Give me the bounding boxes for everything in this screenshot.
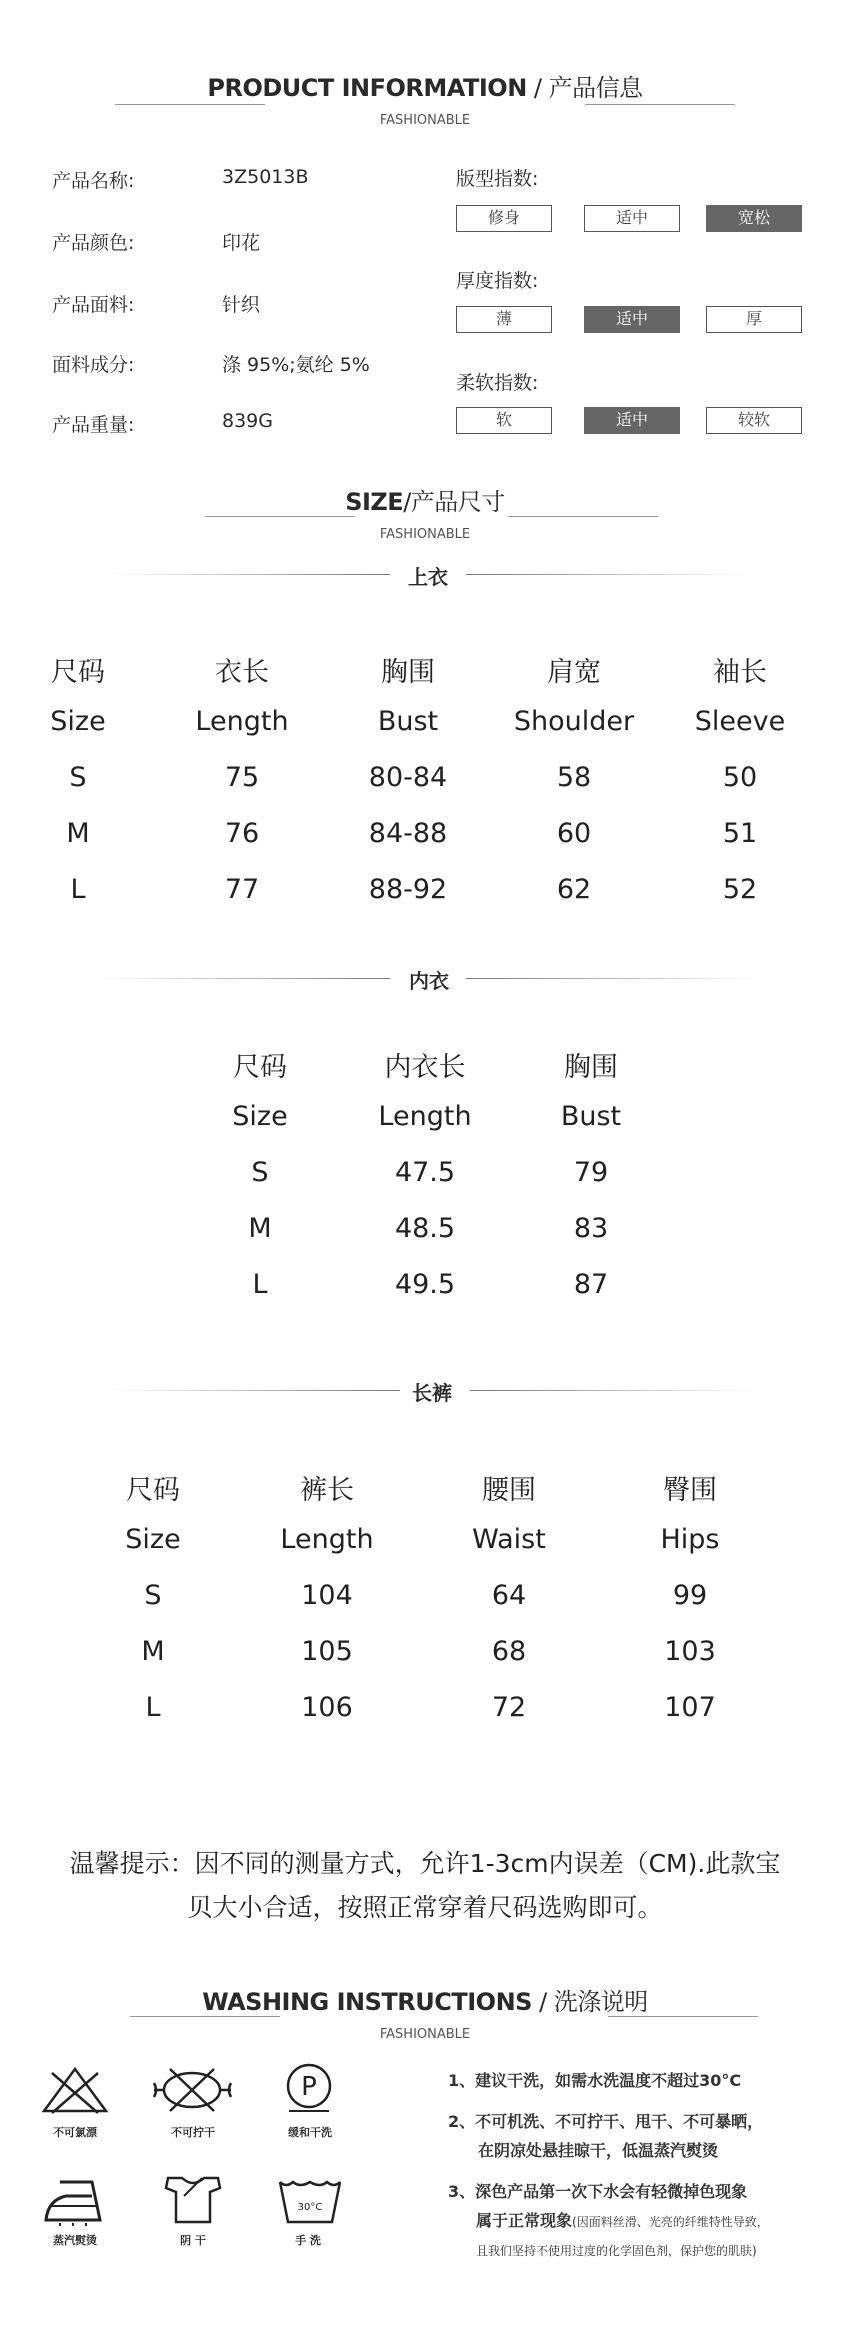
table-cell-row: 104: [301, 1580, 353, 1611]
washing-icon-label: 不可氯漂: [53, 2126, 97, 2139]
table-cell-header-cn: 裤长: [300, 1475, 354, 1506]
steam-iron-icon: [40, 2176, 112, 2230]
dry-clean-glyph: P: [301, 2072, 317, 2102]
table-cell-header-en: Length: [195, 706, 289, 737]
table-cell-row: 105: [301, 1636, 353, 1667]
washing-icon-label: 缓和干洗: [288, 2126, 332, 2139]
info-value: 涤 95%;氨纶 5%: [222, 354, 370, 376]
info-key: 产品名称:: [52, 170, 135, 192]
table-cell-row: 64: [491, 1580, 527, 1611]
table-cell-header-en: Size: [50, 706, 106, 737]
table-cell-header-cn: 腰围: [482, 1475, 536, 1506]
hand-wash-icon: [276, 2176, 344, 2230]
section-title: [0, 482, 850, 517]
table-cell-row: 51: [722, 818, 758, 849]
washing-instructions-text: [448, 2066, 769, 2266]
divider-pants: [0, 1375, 850, 1405]
divider-label: 内衣: [409, 969, 449, 993]
no-wring-icon: [150, 2065, 235, 2119]
washing-icon-label: 阴 干: [180, 2234, 206, 2247]
divider-line-right: [470, 1390, 760, 1391]
softness-option-soft: 软: [456, 407, 552, 434]
thickness-index-label: 厚度指数:: [456, 270, 539, 292]
title-cn: /产品尺寸: [403, 488, 505, 516]
table-cell-header-cn: 袖长: [713, 657, 767, 688]
no-bleach-icon: [40, 2065, 110, 2119]
table-cell-row: 60: [556, 818, 592, 849]
washing-line-2: 2、不可机洗、不可拧干、甩干、不可暴晒，: [448, 2112, 764, 2131]
table-cell-row: 99: [672, 1580, 708, 1611]
table-cell-header-en: Length: [378, 1101, 472, 1132]
table-cell-header-cn: 臀围: [663, 1475, 717, 1506]
header-line-right: [608, 2016, 758, 2017]
info-value: 839G: [222, 410, 273, 432]
table-cell-row: 76: [224, 818, 260, 849]
title-en: PRODUCT INFORMATION: [207, 74, 527, 102]
table-cell-row: 75: [224, 762, 260, 793]
header-line-left: [130, 2016, 280, 2017]
info-value: 3Z5013B: [222, 166, 309, 188]
washing-note-2: 且我们坚持不使用过度的化学固色剂，保护您的肌肤): [476, 2244, 757, 2258]
table-cell-header-en: Bust: [560, 1101, 622, 1132]
table-cell-header-cn: 胸围: [381, 657, 435, 688]
section-subtitle: FASHIONABLE: [379, 527, 471, 542]
table-cell-row: 84-88: [368, 818, 448, 849]
section-subtitle: FASHIONABLE: [379, 113, 471, 128]
info-key: 产品颜色:: [52, 232, 135, 254]
thickness-option-thin: 薄: [456, 306, 552, 333]
info-key: 产品重量:: [52, 414, 135, 436]
thickness-option-thick: 厚: [706, 306, 802, 333]
table-cell-row: 87: [573, 1269, 609, 1300]
table-cell-row: 58: [556, 762, 592, 793]
washing-icon-label: 不可拧干: [171, 2126, 215, 2139]
table-cell-row: L: [252, 1269, 268, 1300]
washing-header: [0, 1982, 850, 2042]
table-cell-row: M: [141, 1636, 165, 1667]
softness-option-softer: 较软: [706, 407, 802, 434]
table-cell-row: 83: [573, 1213, 609, 1244]
header-line-left: [115, 104, 265, 105]
title-en: WASHING INSTRUCTIONS: [202, 1988, 532, 2016]
table-cell-row: S: [144, 1580, 162, 1611]
shade-dry-icon: [162, 2174, 224, 2230]
header-line-right: [585, 104, 735, 105]
header-line-right: [508, 516, 658, 517]
tip-line-1: 温馨提示：因不同的测量方式，允许1-3cm内误差（CM).此款宝: [69, 1849, 781, 1878]
section-title: [0, 1982, 850, 2017]
thickness-option-medium: 适中: [584, 306, 680, 333]
table-cell-row: L: [145, 1692, 161, 1723]
table-cell-row: 88-92: [368, 874, 448, 905]
table-cell-row: S: [251, 1157, 269, 1188]
table-cell-row: 49.5: [394, 1269, 456, 1300]
divider-line-right: [466, 574, 751, 575]
table-cell-header-en: Waist: [472, 1524, 546, 1555]
header-line-left: [205, 516, 355, 517]
divider-top: [0, 559, 850, 589]
table-cell-header-cn: 尺码: [51, 657, 105, 688]
softness-index-label: 柔软指数:: [456, 372, 539, 394]
title-sep: /: [526, 74, 549, 102]
fit-option-regular: 适中: [584, 205, 680, 232]
washing-note-1: (因面料丝滑、光亮的纤维特性导致，: [572, 2215, 769, 2229]
fit-option-slim: 修身: [456, 205, 552, 232]
softness-option-medium: 适中: [584, 407, 680, 434]
washing-icon-label: 蒸汽熨烫: [53, 2234, 97, 2247]
table-cell-row: 62: [556, 874, 592, 905]
table-cell-row: 103: [664, 1636, 716, 1667]
info-key: 产品面料:: [52, 294, 135, 316]
table-cell-row: 52: [722, 874, 758, 905]
gentle-dry-clean-icon: [283, 2062, 335, 2118]
table-cell-row: 47.5: [394, 1157, 456, 1188]
section-subtitle: FASHIONABLE: [379, 2027, 471, 2042]
table-cell-header-en: Size: [232, 1101, 288, 1132]
table-cell-header-cn: 衣长: [215, 657, 269, 688]
size-header: [0, 482, 850, 542]
table-cell-row: M: [248, 1213, 272, 1244]
table-cell-header-en: Hips: [660, 1524, 720, 1555]
table-cell-row: 77: [224, 874, 260, 905]
table-cell-header-cn: 内衣长: [384, 1052, 466, 1083]
wash-temp-text: 30°C: [297, 2202, 323, 2213]
divider-line-left: [105, 574, 390, 575]
table-cell-row: 48.5: [394, 1213, 456, 1244]
title-cn: 产品信息: [548, 74, 643, 102]
title-en: SIZE: [345, 488, 404, 516]
washing-line-1: 1、建议干洗，如需水洗温度不超过30°C: [448, 2071, 742, 2090]
divider-label: 上衣: [408, 565, 448, 589]
table-cell-header-cn: 胸围: [564, 1052, 618, 1083]
table-cell-header-cn: 尺码: [233, 1052, 287, 1083]
washing-line-4: 3、深色产品第一次下水会有轻微掉色现象: [448, 2182, 748, 2201]
washing-line-3: 在阴凉处悬挂晾干，低温蒸汽熨烫: [478, 2141, 719, 2160]
table-cell-header-en: Length: [280, 1524, 374, 1555]
divider-underwear: [0, 963, 850, 993]
info-value: 针织: [222, 294, 261, 316]
tip-line-2: 贝大小合适，按照正常穿着尺码选购即可。: [187, 1893, 663, 1922]
table-cell-header-en: Shoulder: [513, 706, 635, 737]
divider-line-right: [466, 978, 761, 979]
table-cell-row: S: [69, 762, 87, 793]
fit-option-loose: 宽松: [706, 205, 802, 232]
table-cell-row: 50: [722, 762, 758, 793]
table-cell-header-cn: 肩宽: [547, 657, 601, 688]
info-key: 面料成分:: [52, 354, 135, 376]
table-cell-row: 106: [301, 1692, 353, 1723]
size-tip: [30, 1842, 820, 1930]
table-cell-row: 68: [491, 1636, 527, 1667]
table-cell-row: 72: [491, 1692, 527, 1723]
title-sep: /: [531, 1988, 554, 2016]
table-cell-header-en: Bust: [377, 706, 439, 737]
table-cell-row: L: [70, 874, 86, 905]
fit-index-label: 版型指数:: [456, 168, 539, 190]
title-cn: 洗涤说明: [553, 1988, 648, 2016]
table-cell-header-en: Sleeve: [694, 706, 786, 737]
table-cell-row: 107: [664, 1692, 716, 1723]
table-cell-row: M: [66, 818, 90, 849]
section-title: [0, 68, 850, 103]
table-cell-header-cn: 尺码: [126, 1475, 180, 1506]
table-cell-header-en: Size: [125, 1524, 181, 1555]
table-cell-row: 79: [573, 1157, 609, 1188]
washing-icon-label: 手 洗: [295, 2234, 321, 2247]
product-info-header: [0, 68, 850, 128]
divider-line-left: [95, 978, 390, 979]
divider-line-left: [105, 1390, 400, 1391]
info-value: 印花: [222, 232, 261, 254]
divider-label: 长裤: [412, 1381, 452, 1405]
table-cell-row: 80-84: [368, 762, 448, 793]
washing-line-5: 属于正常现象: [476, 2211, 573, 2230]
